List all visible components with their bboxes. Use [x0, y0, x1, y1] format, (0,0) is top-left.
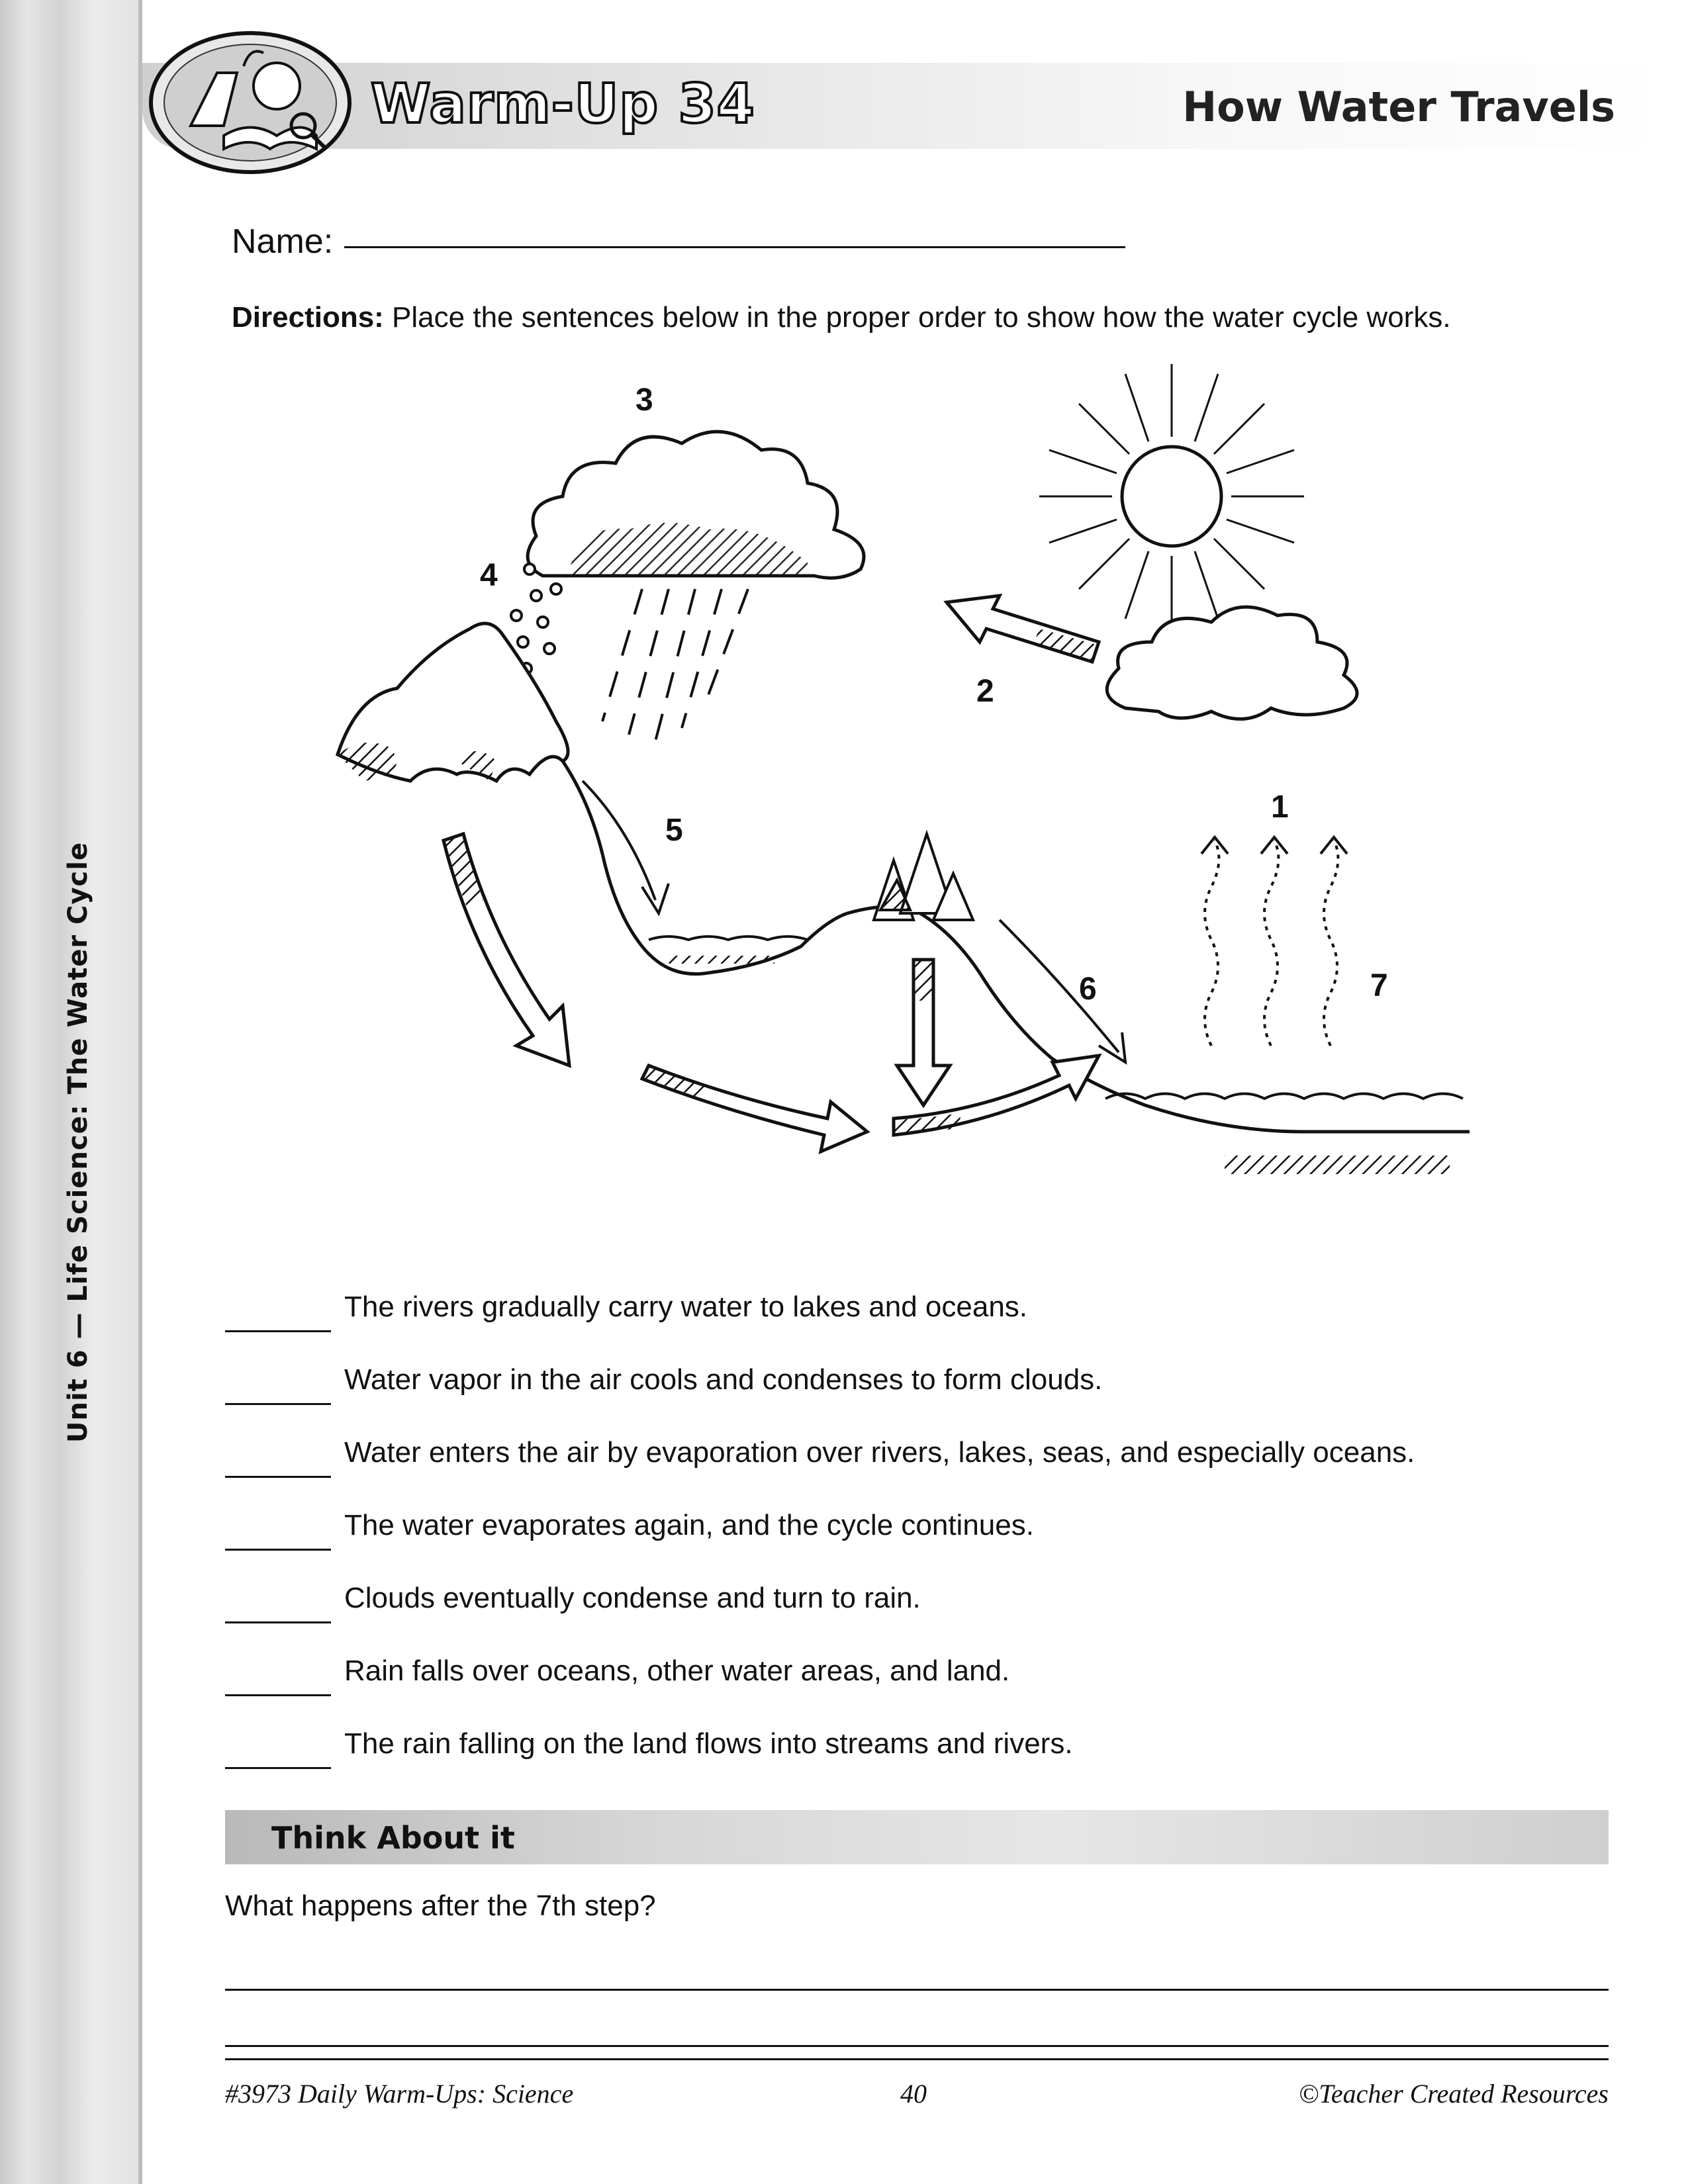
answer-line-1[interactable]: [225, 1989, 1609, 1991]
answer-blank[interactable]: [225, 1621, 331, 1623]
trees-icon: [874, 834, 973, 920]
name-field[interactable]: [344, 246, 1125, 248]
step-label-6: 6: [1079, 972, 1097, 1007]
arrow-runoff-to-lake: [583, 781, 655, 900]
sentence-text: Clouds eventually condense and turn to rain.: [344, 1582, 921, 1614]
list-item: [225, 1655, 1549, 1727]
arrow-river-to-ocean: [1000, 920, 1119, 1052]
sentence-text: The rivers gradually carry water to lakes and oceans.: [344, 1291, 1028, 1323]
topic-title: How Water Travels: [1182, 83, 1615, 131]
arrow-evaporation-to-cloud: [947, 596, 1099, 662]
sentence-text: Rain falls over oceans, other water areas, and land.: [344, 1655, 1010, 1687]
science-logo-icon: [144, 26, 356, 179]
list-item: [225, 1291, 1549, 1363]
rain-cloud-icon: [528, 432, 864, 578]
sentence-list: [225, 1291, 1549, 1800]
answer-blank[interactable]: [225, 1330, 331, 1332]
answer-blank[interactable]: [225, 1549, 331, 1551]
warmup-title: Warm-Up 34: [371, 73, 755, 136]
step-label-2: 2: [976, 674, 994, 709]
step-label-7: 7: [1370, 968, 1388, 1003]
directions-label: Directions:: [232, 301, 384, 334]
arrow-ground-flow-left: [444, 834, 569, 1066]
sentence-text: The water evaporates again, and the cycle continues.: [344, 1509, 1034, 1541]
step-label-5: 5: [665, 813, 683, 848]
ocean-icon: [1105, 1094, 1463, 1165]
lake-icon: [649, 936, 808, 960]
unit-label: Unit 6 — Life Science: The Water Cycle: [63, 841, 93, 1443]
directions-text: Place the sentences below in the proper order to show how the water cycle works.: [383, 301, 1451, 334]
sentence-text: The rain falling on the land flows into streams and rivers.: [344, 1727, 1073, 1760]
step-label-4: 4: [480, 558, 498, 593]
sentence-text: Water enters the air by evaporation over rivers, lakes, seas, and especially oceans.: [344, 1436, 1415, 1469]
sentence-text: Water vapor in the air cools and condenses to form clouds.: [344, 1363, 1103, 1396]
footer-copyright: ©Teacher Created Resources: [1298, 2079, 1609, 2109]
list-item: [225, 1727, 1549, 1800]
think-question: What happens after the 7th step?: [225, 1889, 656, 1922]
list-item: [225, 1509, 1549, 1582]
answer-blank[interactable]: [225, 1694, 331, 1696]
answer-blank[interactable]: [225, 1476, 331, 1478]
answer-blank[interactable]: [225, 1767, 331, 1769]
step-label-3: 3: [635, 383, 653, 418]
list-item: [225, 1436, 1549, 1509]
footer-book-title: #3973 Daily Warm-Ups: Science: [225, 2079, 574, 2109]
mountain-icon: [338, 623, 568, 781]
water-cycle-diagram: [298, 351, 1542, 1264]
arrow-groundwater-down: [897, 960, 950, 1105]
arrow-ground-flow-bottom: [642, 1066, 867, 1152]
list-item: [225, 1582, 1549, 1655]
rain-lines: [602, 589, 748, 741]
footer-divider: [225, 2058, 1609, 2060]
footer-page-number: 40: [900, 2079, 927, 2109]
list-item: [225, 1363, 1549, 1436]
directions: [232, 301, 1451, 334]
evaporation-lines: [1205, 841, 1338, 1046]
answer-line-2[interactable]: [225, 2045, 1609, 2047]
sun-icon: [1039, 364, 1304, 629]
think-about-it-title: Think About it: [271, 1820, 515, 1856]
step-label-1: 1: [1271, 790, 1289, 825]
answer-blank[interactable]: [225, 1403, 331, 1405]
small-cloud-icon: [1107, 607, 1357, 719]
name-label: Name:: [232, 222, 334, 261]
